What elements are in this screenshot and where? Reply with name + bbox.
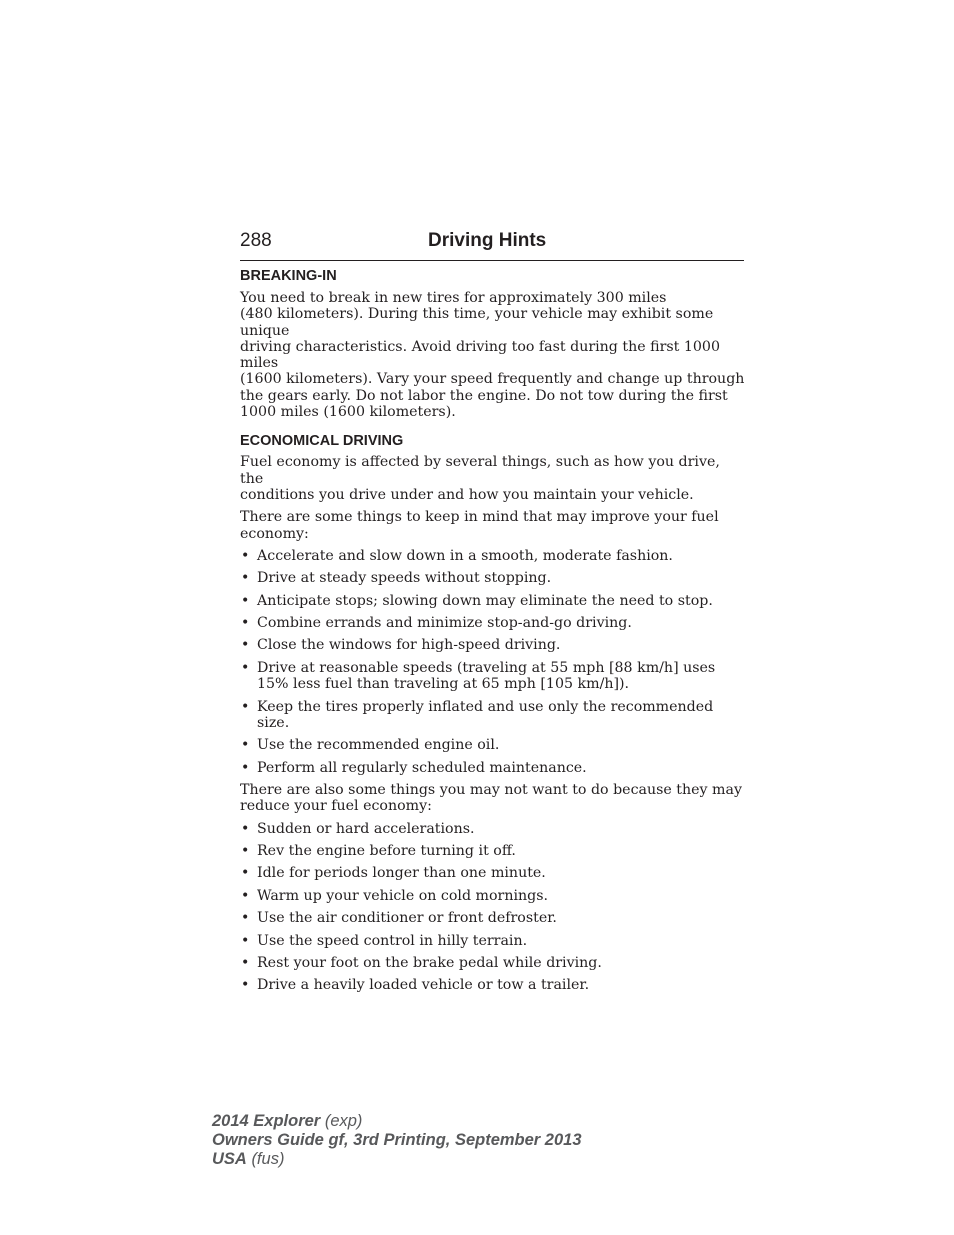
bullet-item <box>240 637 746 653</box>
breaking-in-line: 1000 miles (1600 kilometers). <box>240 404 456 421</box>
footer-guide-line <box>212 1131 582 1150</box>
footer-model: 2014 Explorer <box>212 1112 321 1130</box>
bullet-mark: • <box>241 592 250 609</box>
bullet-mark: • <box>241 910 250 927</box>
economy-intro-paragraph <box>240 454 746 503</box>
bullet-text: Warm up your vehicle on cold mornings. <box>257 887 549 904</box>
page-number: 288 <box>240 230 272 251</box>
bullet-item <box>240 821 746 837</box>
improve-intro-line: economy: <box>240 525 309 542</box>
bullet-item <box>240 737 746 753</box>
bullet-mark: • <box>241 698 250 715</box>
footer-market: USA <box>212 1150 247 1168</box>
improve-intro-line: There are some things to keep in mind that may improve your fuel <box>240 509 719 526</box>
footer-model-code: (exp) <box>324 1112 363 1130</box>
bullet-mark: • <box>241 659 250 676</box>
improve-intro-paragraph <box>240 509 746 542</box>
reduce-intro-line: reduce your fuel economy: <box>240 798 432 815</box>
bullet-mark: • <box>241 547 250 564</box>
bullet-item <box>240 615 746 631</box>
bullet-mark: • <box>241 932 250 949</box>
bullet-text: Use the air conditioner or front defroster. <box>257 910 557 927</box>
bullet-text: Combine errands and minimize stop-and-go driving. <box>257 615 632 632</box>
bullet-text: Close the windows for high-speed driving. <box>257 637 561 654</box>
bullet-text: Rest your foot on the brake pedal while driving. <box>257 954 602 971</box>
bullet-item <box>240 699 746 732</box>
breaking-in-line: driving characteristics. Avoid driving too fast during the first 1000 miles <box>240 338 720 372</box>
reduce-list <box>240 821 746 994</box>
bullet-text: Anticipate stops; slowing down may eliminate the need to stop. <box>257 592 713 609</box>
reduce-intro-paragraph <box>240 782 746 815</box>
bullet-text: Rev the engine before turning it off. <box>257 842 516 859</box>
bullet-item <box>240 933 746 949</box>
bullet-text: Sudden or hard accelerations. <box>257 820 475 837</box>
bullet-item <box>240 593 746 609</box>
bullet-text: Perform all regularly scheduled maintenance. <box>257 759 587 776</box>
bullet-mark: • <box>241 977 250 994</box>
bullet-mark: • <box>241 570 250 587</box>
breaking-in-paragraph <box>240 290 746 420</box>
bullet-text: Use the recommended engine oil. <box>257 737 500 754</box>
bullet-item <box>240 548 746 564</box>
bullet-item <box>240 977 746 993</box>
breaking-in-line: (1600 kilometers). Vary your speed frequently and change up through <box>240 371 745 388</box>
bullet-text: Drive at steady speeds without stopping. <box>257 570 552 587</box>
bullet-item <box>240 660 746 693</box>
bullet-text: Keep the tires properly inflated and use only the recommended size. <box>257 698 714 731</box>
footer-model-line <box>212 1112 582 1131</box>
bullet-mark: • <box>241 615 250 632</box>
economy-intro-line: Fuel economy is affected by several things, such as how you drive, the <box>240 454 720 487</box>
bullet-text: Accelerate and slow down in a smooth, moderate fashion. <box>257 547 673 564</box>
footer-guide: Owners Guide gf, 3rd Printing, September 2013 <box>212 1131 582 1149</box>
footer-market-line <box>212 1150 582 1169</box>
breaking-in-line: (480 kilometers). During this time, your vehicle may exhibit some unique <box>240 306 714 339</box>
economy-intro-line: conditions you drive under and how you maintain your vehicle. <box>240 486 694 503</box>
bullet-item <box>240 843 746 859</box>
bullet-text: Drive at reasonable speeds (traveling at 55 mph [88 km/h] uses 15% less fuel than traveling at 65 mph [105 km/h]). <box>257 659 716 693</box>
footer-market-code: (fus) <box>251 1150 285 1168</box>
bullet-text: Drive a heavily loaded vehicle or tow a trailer. <box>257 977 590 994</box>
bullet-item <box>240 760 746 776</box>
bullet-text: Use the speed control in hilly terrain. <box>257 932 528 949</box>
economical-driving-heading: ECONOMICAL DRIVING <box>240 433 404 450</box>
bullet-mark: • <box>241 637 250 654</box>
bullet-mark: • <box>241 887 250 904</box>
bullet-mark: • <box>241 737 250 754</box>
bullet-item <box>240 955 746 971</box>
bullet-mark: • <box>241 865 250 882</box>
bullet-text: Idle for periods longer than one minute. <box>257 865 546 882</box>
bullet-item <box>240 570 746 586</box>
document-footer <box>212 1112 582 1169</box>
page-header <box>240 228 744 261</box>
bullet-mark: • <box>241 820 250 837</box>
bullet-item <box>240 888 746 904</box>
chapter-title: Driving Hints <box>428 230 547 251</box>
bullet-item <box>240 910 746 926</box>
bullet-mark: • <box>241 954 250 971</box>
bullet-item <box>240 865 746 881</box>
bullet-mark: • <box>241 842 250 859</box>
breaking-in-line: You need to break in new tires for approximately 300 miles <box>240 290 667 306</box>
page-content <box>240 267 746 994</box>
reduce-intro-line: There are also some things you may not want to do because they may <box>240 781 742 798</box>
breaking-in-heading: BREAKING-IN <box>240 268 337 284</box>
bullet-mark: • <box>241 759 250 776</box>
breaking-in-line: the gears early. Do not labor the engine. Do not tow during the first <box>240 387 728 404</box>
improve-list <box>240 548 746 776</box>
